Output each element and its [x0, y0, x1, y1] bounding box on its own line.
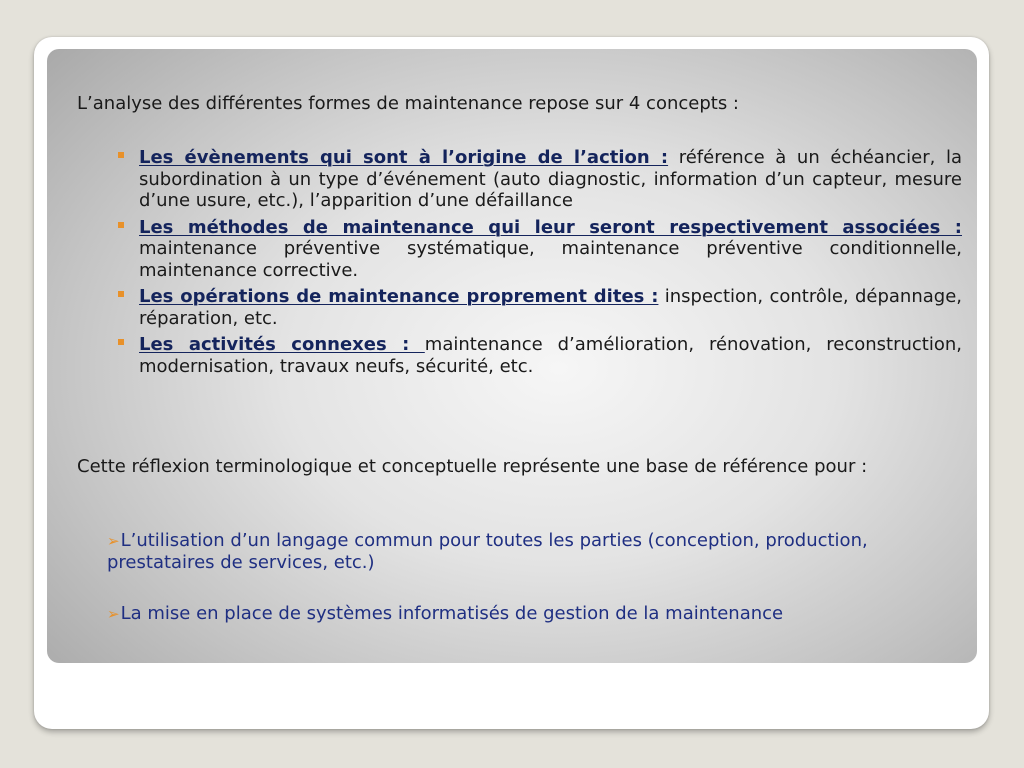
- concept-text: maintenance d’amélioration, rénovation, reconstruction, modernisation, travaux neufs, sécurité, etc.: [139, 334, 962, 377]
- list-item: [139, 217, 962, 282]
- square-bullet-icon: [118, 291, 124, 297]
- conclusion-text: Cette réflexion terminologique et conceptuelle représente une base de référence pour :: [77, 456, 868, 477]
- concept-list: [139, 147, 962, 382]
- square-bullet-icon: [118, 222, 124, 228]
- list-item: [139, 334, 962, 377]
- concept-lead: Les activités connexes :: [139, 334, 425, 355]
- concept-text: référence à un échéancier, la subordination à un type d’événement (auto diagnostic, information d’un capteur, mesure d’une usure, etc.), l’apparition d’une défaillance: [139, 147, 962, 211]
- concept-lead: Les évènements qui sont à l’origine de l’action :: [139, 147, 669, 168]
- reference-text: L’utilisation d’un langage commun pour toutes les parties (conception, production, prestataires de services, etc.): [107, 530, 868, 573]
- content-panel: [47, 49, 977, 663]
- slide: [34, 37, 989, 729]
- concept-text: inspection, contrôle, dépannage, réparation, etc.: [139, 286, 962, 329]
- list-item: [139, 147, 962, 212]
- list-item: [139, 286, 962, 329]
- list-item: [107, 603, 947, 625]
- intro-text: L’analyse des différentes formes de maintenance repose sur 4 concepts :: [77, 93, 739, 114]
- reference-text: La mise en place de systèmes informatisés de gestion de la maintenance: [120, 603, 784, 624]
- square-bullet-icon: [118, 152, 124, 158]
- reference-list: [107, 530, 947, 654]
- concept-text: maintenance préventive systématique, maintenance préventive conditionnelle, maintenance corrective.: [139, 238, 962, 281]
- arrow-bullet-icon: ➢: [107, 532, 120, 550]
- square-bullet-icon: [118, 339, 124, 345]
- arrow-bullet-icon: ➢: [107, 605, 120, 623]
- list-item: [107, 530, 947, 574]
- concept-lead: Les méthodes de maintenance qui leur seront respectivement associées :: [139, 216, 962, 238]
- concept-lead: Les opérations de maintenance proprement dites :: [139, 286, 659, 307]
